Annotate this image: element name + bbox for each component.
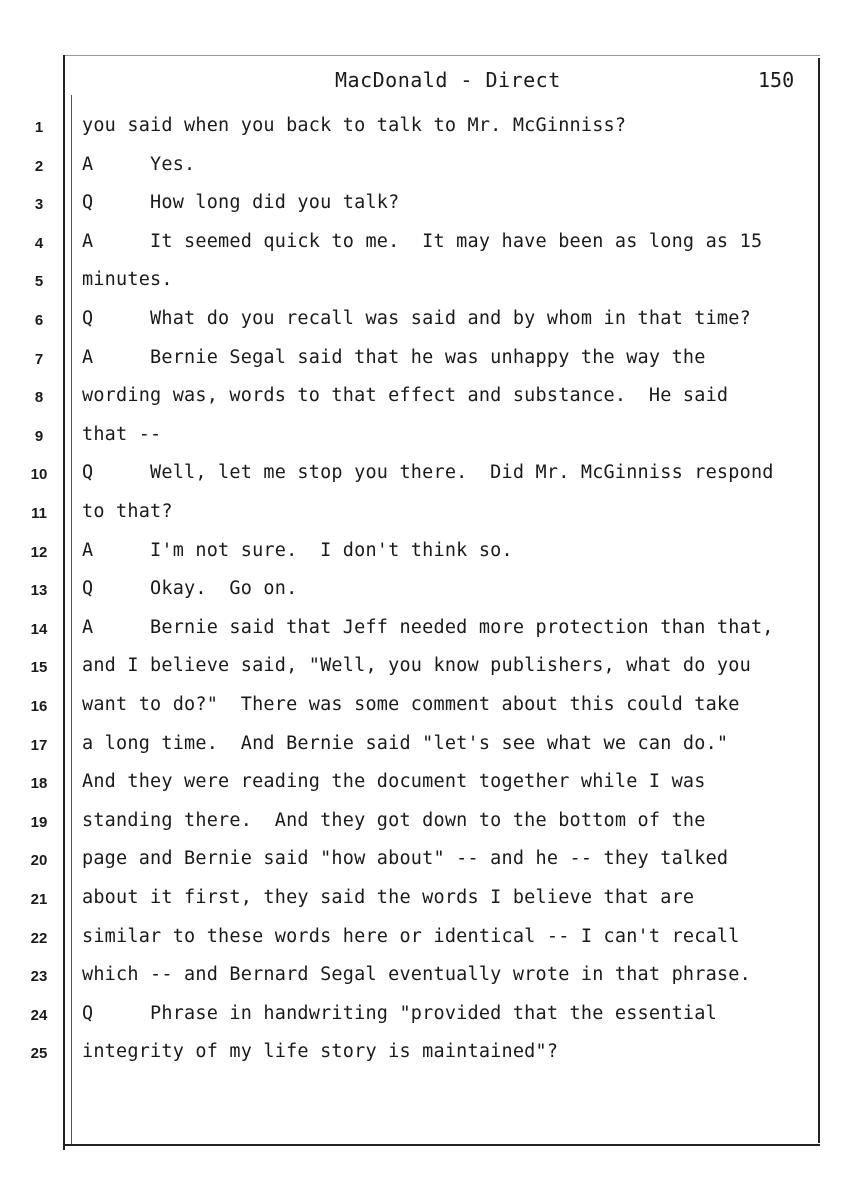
line-number: 10 xyxy=(30,466,48,484)
transcript-line xyxy=(0,535,860,573)
transcript-line xyxy=(0,805,860,843)
line-text: And they were reading the document together while I was xyxy=(82,771,706,793)
line-text: similar to these words here or identical -- I can't recall xyxy=(82,925,740,947)
transcript-line xyxy=(0,187,860,225)
transcript-line xyxy=(0,921,860,959)
transcript-line xyxy=(0,110,860,148)
transcript-line xyxy=(0,457,860,495)
page-border-bottom xyxy=(65,1144,820,1146)
line-text: integrity of my life story is maintained"? xyxy=(82,1041,559,1063)
line-number: 20 xyxy=(30,852,48,870)
line-text: Q Okay. Go on. xyxy=(82,578,298,600)
line-number: 1 xyxy=(34,119,44,136)
line-text: wording was, words to that effect and substance. He said xyxy=(82,385,729,407)
line-text: about it first, they said the words I believe that are xyxy=(82,887,695,908)
transcript-line xyxy=(0,149,860,187)
line-number: 9 xyxy=(34,427,44,445)
line-number: 22 xyxy=(30,929,48,947)
line-text: A It seemed quick to me. It may have been as long as 15 xyxy=(82,230,763,252)
line-text: A Yes. xyxy=(82,153,196,175)
line-number: 25 xyxy=(30,1045,48,1063)
line-text: a long time. And Bernie said "let's see what we can do." xyxy=(82,732,729,754)
page-header xyxy=(0,66,860,100)
line-number: 11 xyxy=(31,505,47,522)
transcript-line xyxy=(0,650,860,688)
line-text: Q How long did you talk? xyxy=(82,192,400,214)
line-text: Q What do you recall was said and by whom in that time? xyxy=(82,308,751,329)
line-number: 23 xyxy=(30,968,48,986)
line-text: that -- xyxy=(82,423,162,445)
line-number: 5 xyxy=(34,273,44,291)
transcript-line xyxy=(0,843,860,881)
transcript-line xyxy=(0,419,860,457)
line-number: 6 xyxy=(34,312,44,329)
line-text: A Bernie Segal said that he was unhappy the way the xyxy=(82,346,706,368)
line-number: 21 xyxy=(30,891,48,908)
transcript-line xyxy=(0,1036,860,1074)
transcript-line xyxy=(0,689,860,727)
transcript-line xyxy=(0,766,860,804)
line-text: standing there. And they got down to the bottom of the xyxy=(82,809,706,831)
line-text: Q Phrase in handwriting "provided that the essential xyxy=(82,1002,717,1024)
transcript-line xyxy=(0,496,860,534)
line-number: 2 xyxy=(34,157,44,175)
transcript-line xyxy=(0,303,860,341)
transcript-line xyxy=(0,264,860,302)
line-text: minutes. xyxy=(82,269,173,291)
transcript-line xyxy=(0,612,860,650)
transcript-line xyxy=(0,728,860,766)
page-number: 150 xyxy=(758,68,795,92)
line-text: and I believe said, "Well, you know publishers, what do you xyxy=(82,655,751,677)
line-number: 16 xyxy=(30,698,48,715)
page-title: MacDonald - Direct xyxy=(335,68,561,92)
transcript-line xyxy=(0,882,860,920)
line-number: 12 xyxy=(30,543,48,561)
line-number: 19 xyxy=(30,813,48,831)
transcript-line xyxy=(0,998,860,1036)
line-number: 8 xyxy=(34,389,44,407)
line-text: you said when you back to talk to Mr. McGinniss? xyxy=(82,115,627,136)
line-number: 15 xyxy=(30,659,48,677)
line-number: 14 xyxy=(30,620,48,638)
line-text: A I'm not sure. I don't think so. xyxy=(82,539,513,561)
line-number: 4 xyxy=(34,234,44,252)
line-number: 7 xyxy=(34,350,44,368)
page-border-top xyxy=(65,55,820,56)
line-number: 17 xyxy=(30,736,48,754)
line-number: 24 xyxy=(30,1006,48,1024)
transcript-line xyxy=(0,959,860,997)
transcript-line xyxy=(0,573,860,611)
transcript-line xyxy=(0,226,860,264)
transcript-line xyxy=(0,380,860,418)
line-text: A Bernie said that Jeff needed more protection than that, xyxy=(82,616,774,638)
line-text: Q Well, let me stop you there. Did Mr. McGinniss respond xyxy=(82,462,774,484)
line-number: 3 xyxy=(34,196,44,214)
line-text: which -- and Bernard Segal eventually wrote in that phrase. xyxy=(82,964,751,986)
line-number: 13 xyxy=(30,582,48,600)
line-text: page and Bernie said "how about" -- and he -- they talked xyxy=(82,848,729,870)
line-text: want to do?" There was some comment about this could take xyxy=(82,694,740,715)
transcript-line xyxy=(0,342,860,380)
line-text: to that? xyxy=(82,501,173,522)
line-number: 18 xyxy=(30,775,48,793)
